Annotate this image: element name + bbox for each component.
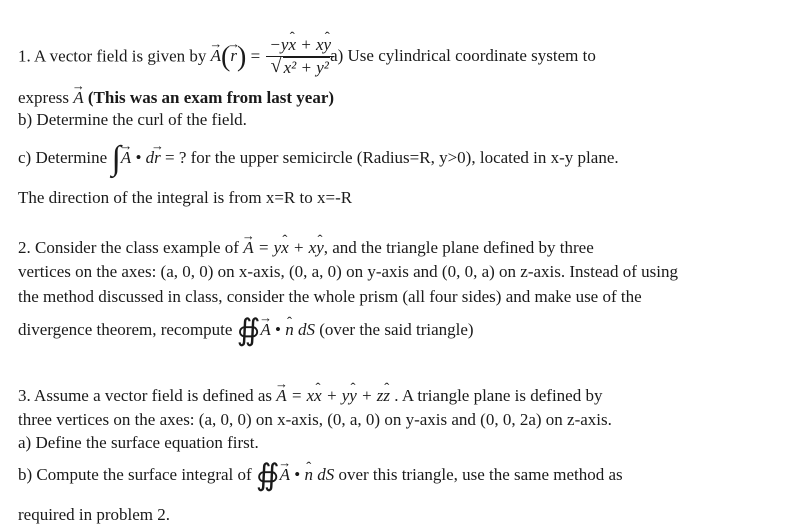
fraction-numerator: −yˆ x + xˆ y [266, 35, 334, 57]
surface-integral-icon: ∯ [236, 314, 261, 348]
p3-line1: 3. Assume a vector field is defined as → A = xˆ x + yˆ y + zˆ z . A triangle plane is defined by [18, 386, 602, 406]
vector-A: → A [280, 465, 290, 485]
p2-line1: 2. Consider the class example of → A = yˆ x + xˆ y, and the triangle plane defined by three [18, 238, 594, 258]
p2-line4: divergence theorem, recompute ∯→ A • ˆ n dS (over the said triangle) [18, 320, 474, 341]
p3-line5: required in problem 2. [18, 505, 171, 524]
vector-A: → A [73, 88, 83, 108]
vector-A: → A [260, 320, 270, 340]
equals-sign: = [250, 46, 261, 66]
p1-direction: The direction of the integral is from x=R to x=-R [18, 188, 353, 207]
p1-intro: 1. A vector field is given by [18, 46, 211, 66]
fraction-denominator: √ x² + y² [270, 55, 329, 77]
p1-part-c: c) Determine ∫→ A • d→ r = ? for the upper semicircle (Radius=R, y>0), located in x-y plane. [18, 148, 619, 169]
vector-r: → r [230, 46, 237, 66]
p1-part-a: a) Use cylindrical coordinate system to [330, 46, 596, 66]
vector-A: → A [211, 46, 221, 66]
p2-line2: vertices on the axes: (a, 0, 0) on x-axis, (0, a, 0) on y-axis and (0, 0, a) on z-axis. Instead of using [18, 262, 678, 281]
vector-A: → A [276, 386, 286, 406]
p1-part-b: b) Determine the curl of the field. [18, 110, 247, 129]
p2-line3: the method discussed in class, consider the whole prism (all four sides) and make use of the [18, 287, 642, 306]
p1-line2: express → A (This was an exam from last year) [18, 88, 334, 108]
sqrt-icon: √ [270, 55, 282, 77]
exam-note: (This was an exam from last year) [83, 88, 335, 107]
p3-line2: three vertices on the axes: (a, 0, 0) on x-axis, (0, a, 0) on y-axis and (0, 0, 2a) on z-axis. [18, 410, 612, 429]
integral-icon: ∫ [111, 140, 121, 178]
field-fraction [266, 35, 334, 78]
surface-integral-icon: ∯ [255, 459, 280, 493]
p1-line1: 1. A vector field is given by → A(→ r) = −yˆ x + xˆ y √ x² + y² a) Use cylindrical coordinate system to [18, 36, 596, 79]
p3-line3: a) Define the surface equation first. [18, 433, 259, 452]
vector-A: → A [243, 238, 253, 258]
p3-line4: b) Compute the surface integral of ∯→ A • ˆ n dS over this triangle, use the same method as [18, 465, 623, 486]
